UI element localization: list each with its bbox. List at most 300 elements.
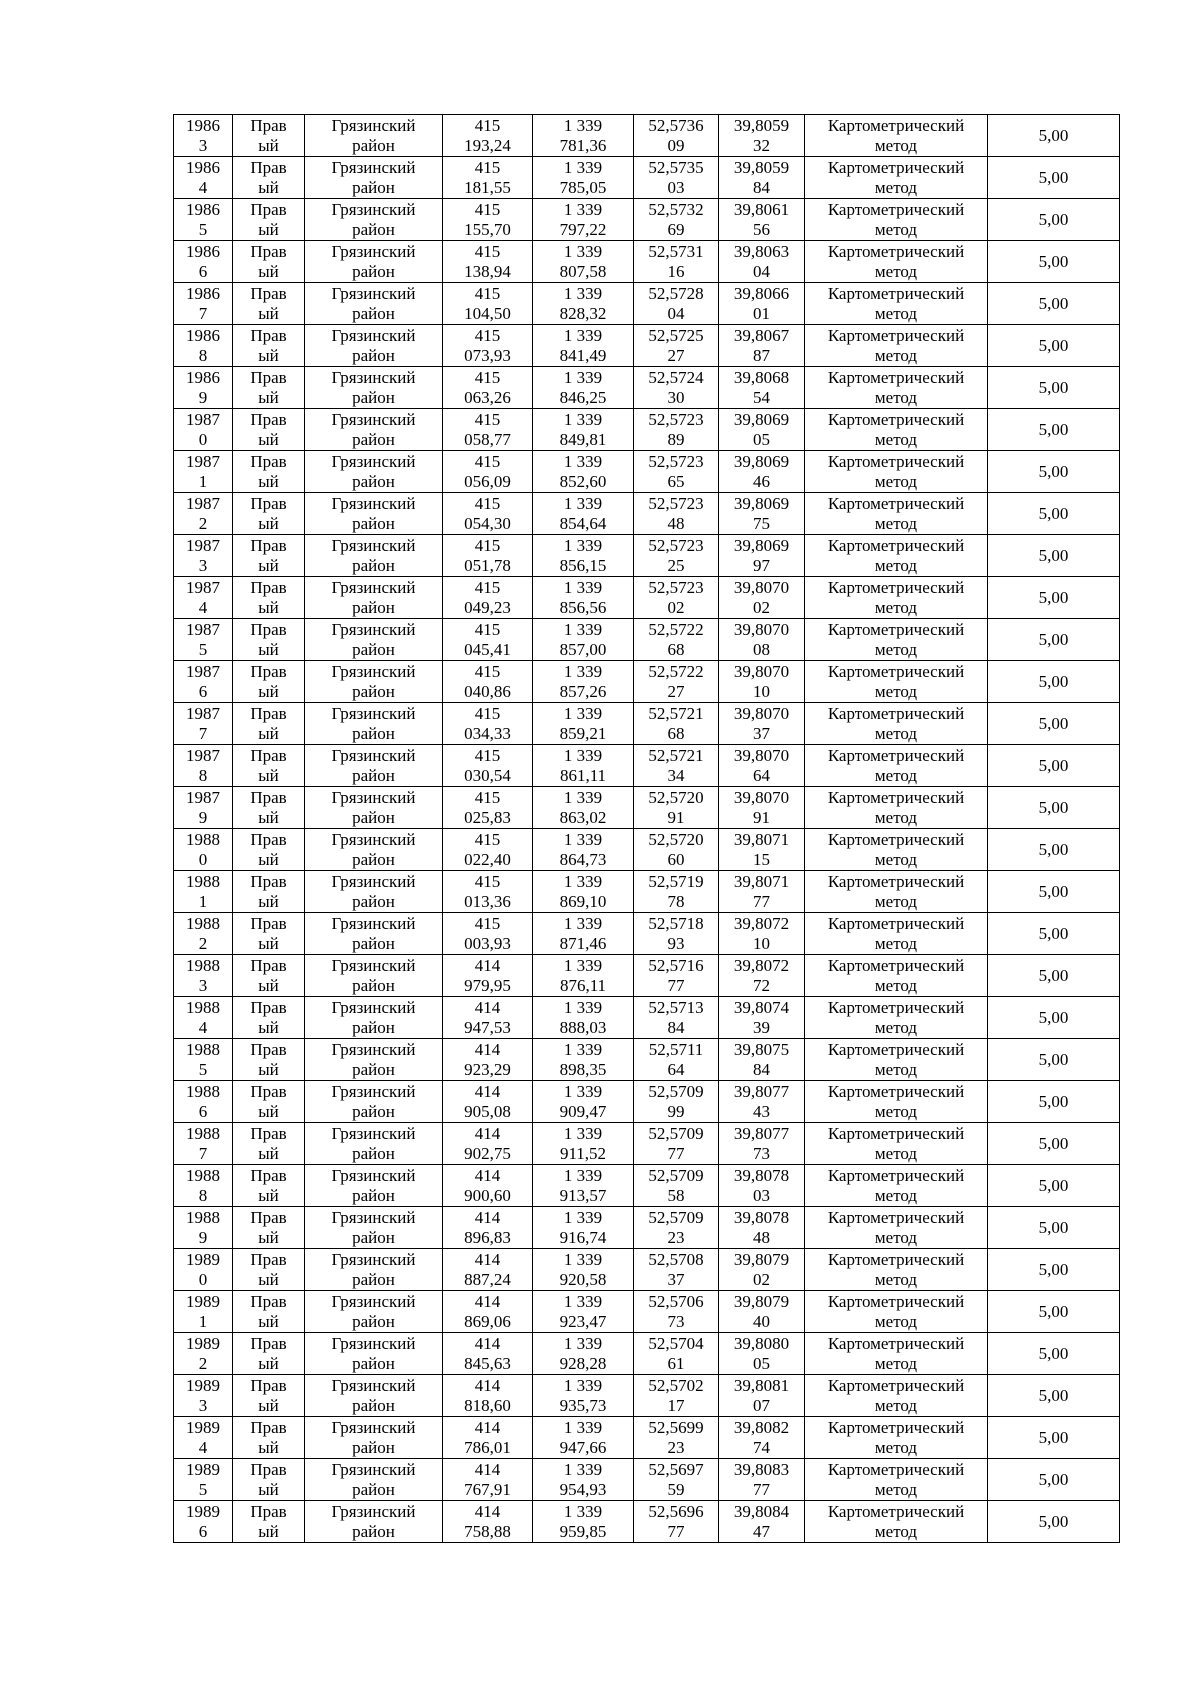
cell-bank-side-line: Прав (250, 787, 287, 807)
cell-bank-side-line: Прав (250, 1123, 287, 1143)
cell-bank-side (233, 619, 305, 661)
cell-longitude (719, 409, 805, 451)
cell-longitude-line: 72 (753, 975, 770, 995)
cell-method-line: Картометрический (827, 1501, 965, 1521)
cell-coordinate-y-line: 1 339 (563, 157, 603, 177)
cell-coordinate-y-line: 1 339 (563, 619, 603, 639)
cell-longitude-text (721, 1334, 802, 1374)
cell-coordinate-x (443, 619, 533, 661)
cell-latitude-line: 52,5732 (648, 199, 704, 219)
cell-coordinate-x-line: 415 (474, 829, 501, 849)
cell-longitude-text (721, 1460, 802, 1500)
cell-point-number-line: 3 (198, 135, 208, 155)
cell-method-text (807, 1250, 985, 1290)
cell-coordinate-x-line: 786,01 (464, 1437, 511, 1457)
cell-longitude-text (721, 1124, 802, 1164)
cell-coordinate-x-text (445, 830, 530, 870)
cell-latitude (634, 997, 719, 1039)
cell-bank-side-text (235, 410, 302, 450)
cell-coordinate-y-text (535, 662, 631, 702)
cell-point-number-text (176, 326, 230, 366)
cell-latitude (634, 1081, 719, 1123)
cell-point-number (174, 157, 233, 199)
cell-coordinate-y-text (535, 1376, 631, 1416)
cell-latitude-line: 52,5702 (648, 1375, 704, 1395)
table-row (174, 1081, 1120, 1123)
cell-district-text (307, 116, 440, 156)
cell-district-line: Грязинский (331, 577, 416, 597)
cell-latitude-line: 52,5720 (648, 787, 704, 807)
cell-coordinate-y-line: 923,47 (559, 1311, 607, 1331)
cell-coordinate-y-line: 898,35 (559, 1059, 607, 1079)
cell-coordinate-x-line: 979,95 (464, 975, 511, 995)
table-row (174, 199, 1120, 241)
cell-accuracy (988, 955, 1120, 997)
cell-coordinate-x (443, 199, 533, 241)
cell-bank-side (233, 577, 305, 619)
cell-accuracy (988, 409, 1120, 451)
cell-point-number-text (176, 1040, 230, 1080)
cell-bank-side (233, 493, 305, 535)
cell-accuracy (988, 535, 1120, 577)
cell-bank-side-text (235, 620, 302, 660)
cell-latitude (634, 619, 719, 661)
cell-method-text (807, 326, 985, 366)
cell-method (805, 1039, 988, 1081)
cell-latitude (634, 1039, 719, 1081)
cell-bank-side-text (235, 998, 302, 1038)
cell-district-line: Грязинский (331, 1081, 416, 1101)
cell-coordinate-x-line: 415 (474, 661, 501, 681)
cell-district-text (307, 1334, 440, 1374)
cell-coordinate-x-text (445, 452, 530, 492)
cell-bank-side-line: ый (258, 1185, 279, 1205)
cell-method-line: Картометрический (827, 1333, 965, 1353)
cell-method-line: метод (874, 849, 918, 869)
cell-bank-side-text (235, 368, 302, 408)
cell-bank-side-text (235, 116, 302, 156)
cell-coordinate-x (443, 871, 533, 913)
cell-longitude-line: 46 (753, 471, 770, 491)
cell-accuracy (988, 913, 1120, 955)
table-row (174, 577, 1120, 619)
cell-bank-side (233, 955, 305, 997)
cell-district-line: район (352, 1059, 395, 1079)
cell-district-text (307, 788, 440, 828)
cell-longitude (719, 871, 805, 913)
cell-bank-side-line: ый (258, 639, 279, 659)
cell-latitude-line: 52,5723 (648, 577, 704, 597)
cell-bank-side-line: Прав (250, 1459, 287, 1479)
cell-coordinate-y (533, 1291, 634, 1333)
cell-longitude-line: 84 (753, 177, 770, 197)
cell-longitude-line: 77 (753, 1479, 770, 1499)
cell-coordinate-x-text (445, 368, 530, 408)
cell-bank-side-line: ый (258, 387, 279, 407)
cell-point-number-line: 1987 (186, 661, 220, 681)
cell-bank-side-line: ый (258, 891, 279, 911)
cell-method (805, 451, 988, 493)
cell-point-number-line: 9 (198, 387, 208, 407)
cell-coordinate-x-text (445, 410, 530, 450)
cell-longitude-line: 75 (753, 513, 770, 533)
cell-coordinate-y-line: 854,64 (559, 513, 607, 533)
cell-method (805, 1375, 988, 1417)
cell-coordinate-x (443, 997, 533, 1039)
cell-point-number-line: 1 (198, 471, 208, 491)
cell-longitude-line: 39,8079 (733, 1291, 790, 1311)
cell-district-text (307, 872, 440, 912)
table-row (174, 1333, 1120, 1375)
cell-coordinate-y-line: 1 339 (563, 1081, 603, 1101)
cell-coordinate-y-line: 1 339 (563, 283, 603, 303)
cell-point-number-line: 1986 (186, 157, 220, 177)
cell-accuracy-text: 5,00 (1038, 545, 1069, 565)
cell-accuracy (988, 661, 1120, 703)
cell-coordinate-y (533, 283, 634, 325)
cell-district (305, 745, 443, 787)
cell-bank-side-line: ый (258, 849, 279, 869)
cell-coordinate-x-text (445, 494, 530, 534)
cell-latitude-text (636, 1124, 716, 1164)
table-row (174, 829, 1120, 871)
cell-district-line: Грязинский (331, 157, 416, 177)
cell-method-line: метод (874, 1101, 918, 1121)
cell-accuracy-text: 5,00 (1038, 419, 1069, 439)
cell-longitude-line: 39,8066 (733, 283, 790, 303)
cell-bank-side-text (235, 284, 302, 324)
cell-accuracy-text: 5,00 (1038, 1133, 1069, 1153)
cell-district-line: Грязинский (331, 1249, 416, 1269)
cell-district-text (307, 578, 440, 618)
cell-bank-side-text (235, 914, 302, 954)
cell-coordinate-y (533, 1459, 634, 1501)
cell-point-number (174, 409, 233, 451)
table-row (174, 283, 1120, 325)
table-body (174, 115, 1120, 1543)
cell-latitude-line: 52,5708 (648, 1249, 704, 1269)
cell-method-line: Картометрический (827, 157, 965, 177)
cell-method (805, 1123, 988, 1165)
cell-coordinate-y-line: 1 339 (563, 493, 603, 513)
cell-latitude-text (636, 956, 716, 996)
cell-district-text (307, 284, 440, 324)
cell-longitude-line: 39,8071 (733, 829, 790, 849)
cell-point-number-line: 1989 (186, 1249, 220, 1269)
cell-point-number-line: 1989 (186, 1333, 220, 1353)
cell-accuracy-text: 5,00 (1038, 965, 1069, 985)
cell-coordinate-y (533, 535, 634, 577)
cell-method-line: метод (874, 1185, 918, 1205)
cell-accuracy-text: 5,00 (1038, 1343, 1069, 1363)
table-row (174, 367, 1120, 409)
cell-latitude-text (636, 452, 716, 492)
cell-coordinate-x (443, 1249, 533, 1291)
cell-longitude-line: 39,8082 (733, 1417, 790, 1437)
cell-bank-side-line: Прав (250, 1249, 287, 1269)
cell-point-number-line: 1986 (186, 199, 220, 219)
cell-longitude-line: 39,8084 (733, 1501, 790, 1521)
cell-method (805, 955, 988, 997)
cell-method-line: Картометрический (827, 787, 965, 807)
cell-accuracy (988, 619, 1120, 661)
cell-coordinate-y (533, 1249, 634, 1291)
cell-method-line: метод (874, 681, 918, 701)
cell-bank-side-text (235, 1502, 302, 1542)
cell-coordinate-y-text (535, 1502, 631, 1542)
cell-coordinate-y-line: 1 339 (563, 409, 603, 429)
cell-point-number-line: 8 (198, 765, 208, 785)
cell-method (805, 577, 988, 619)
cell-district-line: Грязинский (331, 325, 416, 345)
cell-bank-side-line: Прав (250, 535, 287, 555)
cell-coordinate-x (443, 703, 533, 745)
cell-point-number-text (176, 704, 230, 744)
cell-bank-side-line: ый (258, 1101, 279, 1121)
cell-latitude-line: 52,5699 (648, 1417, 704, 1437)
cell-point-number-line: 1987 (186, 409, 220, 429)
cell-district-text (307, 1418, 440, 1458)
cell-longitude (719, 283, 805, 325)
cell-coordinate-x-text (445, 1082, 530, 1122)
cell-accuracy-text: 5,00 (1038, 1511, 1069, 1531)
cell-bank-side-line: Прав (250, 703, 287, 723)
cell-latitude-line: 89 (667, 429, 685, 449)
cell-longitude (719, 535, 805, 577)
cell-longitude-text (721, 368, 802, 408)
cell-latitude-text (636, 242, 716, 282)
cell-accuracy (988, 199, 1120, 241)
cell-method-line: метод (874, 723, 918, 743)
cell-district-line: Грязинский (331, 1291, 416, 1311)
cell-accuracy-text: 5,00 (1038, 1049, 1069, 1069)
cell-point-number-line: 7 (198, 1143, 208, 1163)
cell-latitude (634, 451, 719, 493)
cell-latitude-line: 52,5718 (648, 913, 704, 933)
cell-longitude-line: 39,8080 (733, 1333, 790, 1353)
cell-longitude-text (721, 704, 802, 744)
cell-method-line: метод (874, 1437, 918, 1457)
cell-coordinate-y (533, 955, 634, 997)
table-row (174, 157, 1120, 199)
cell-latitude-line: 93 (667, 933, 685, 953)
cell-point-number-text (176, 998, 230, 1038)
cell-district-text (307, 200, 440, 240)
cell-method (805, 745, 988, 787)
cell-coordinate-x-text (445, 620, 530, 660)
cell-method-line: Картометрический (827, 325, 965, 345)
cell-method-text (807, 956, 985, 996)
cell-coordinate-y-line: 856,15 (559, 555, 607, 575)
cell-latitude-text (636, 1502, 716, 1542)
cell-longitude-line: 39 (753, 1017, 770, 1037)
cell-accuracy (988, 1459, 1120, 1501)
cell-point-number-line: 1988 (186, 1165, 220, 1185)
cell-district-line: Грязинский (331, 1165, 416, 1185)
cell-longitude-line: 39,8072 (733, 913, 790, 933)
cell-method-text (807, 830, 985, 870)
cell-accuracy-text: 5,00 (1038, 461, 1069, 481)
cell-latitude-line: 52,5723 (648, 409, 704, 429)
cell-point-number-line: 1988 (186, 871, 220, 891)
cell-coordinate-x (443, 1165, 533, 1207)
cell-point-number (174, 619, 233, 661)
cell-point-number-text (176, 1334, 230, 1374)
cell-coordinate-y (533, 493, 634, 535)
cell-bank-side (233, 1375, 305, 1417)
cell-coordinate-x-line: 414 (474, 1501, 501, 1521)
cell-district-text (307, 662, 440, 702)
cell-method-text (807, 494, 985, 534)
cell-longitude-line: 39,8070 (733, 703, 790, 723)
cell-point-number (174, 493, 233, 535)
cell-point-number-text (176, 1418, 230, 1458)
cell-accuracy (988, 1375, 1120, 1417)
cell-bank-side-line: Прав (250, 661, 287, 681)
cell-point-number-line: 1987 (186, 451, 220, 471)
cell-longitude-line: 15 (753, 849, 770, 869)
cell-method-line: метод (874, 387, 918, 407)
cell-coordinate-y (533, 661, 634, 703)
cell-longitude-text (721, 620, 802, 660)
cell-coordinate-x-line: 845,63 (464, 1353, 511, 1373)
cell-latitude-text (636, 1208, 716, 1248)
cell-latitude (634, 283, 719, 325)
cell-longitude-line: 03 (753, 1185, 770, 1205)
cell-latitude-line: 52,5706 (648, 1291, 704, 1311)
cell-longitude (719, 913, 805, 955)
cell-coordinate-x (443, 829, 533, 871)
cell-coordinate-y-text (535, 284, 631, 324)
cell-coordinate-y-text (535, 1418, 631, 1458)
cell-point-number-line: 6 (198, 261, 208, 281)
cell-coordinate-y-line: 1 339 (563, 535, 603, 555)
cell-bank-side-line: ый (258, 219, 279, 239)
cell-accuracy-text: 5,00 (1038, 839, 1069, 859)
table-row (174, 787, 1120, 829)
cell-latitude-line: 52,5716 (648, 955, 704, 975)
cell-bank-side-line: Прав (250, 1207, 287, 1227)
cell-longitude-line: 39,8070 (733, 577, 790, 597)
cell-longitude-text (721, 872, 802, 912)
cell-district-text (307, 704, 440, 744)
cell-method (805, 409, 988, 451)
cell-coordinate-x-line: 051,78 (464, 555, 511, 575)
cell-accuracy (988, 451, 1120, 493)
cell-point-number (174, 451, 233, 493)
cell-point-number-text (176, 116, 230, 156)
cell-latitude-line: 23 (667, 1227, 685, 1247)
cell-longitude (719, 451, 805, 493)
cell-coordinate-y-line: 1 339 (563, 1207, 603, 1227)
cell-method-line: метод (874, 219, 918, 239)
cell-latitude-text (636, 1250, 716, 1290)
cell-method-line: метод (874, 1311, 918, 1331)
cell-bank-side-line: Прав (250, 283, 287, 303)
cell-longitude-text (721, 788, 802, 828)
cell-bank-side-line: Прав (250, 1375, 287, 1395)
cell-district-line: район (352, 1017, 395, 1037)
cell-point-number-line: 1987 (186, 535, 220, 555)
cell-coordinate-y (533, 913, 634, 955)
cell-bank-side-line: Прав (250, 871, 287, 891)
cell-latitude-text (636, 578, 716, 618)
table-row (174, 115, 1120, 157)
cell-coordinate-y-line: 1 339 (563, 787, 603, 807)
cell-longitude-text (721, 116, 802, 156)
cell-coordinate-y (533, 409, 634, 451)
cell-coordinate-x (443, 1333, 533, 1375)
cell-district-line: район (352, 807, 395, 827)
cell-coordinate-y-text (535, 746, 631, 786)
cell-district (305, 1081, 443, 1123)
cell-latitude-text (636, 1418, 716, 1458)
cell-accuracy-text: 5,00 (1038, 1259, 1069, 1279)
cell-longitude-line: 10 (753, 933, 770, 953)
cell-point-number-line: 1989 (186, 1375, 220, 1395)
cell-coordinate-y-line: 1 339 (563, 871, 603, 891)
cell-coordinate-x-line: 022,40 (464, 849, 511, 869)
cell-point-number-line: 0 (198, 429, 208, 449)
cell-point-number-line: 1986 (186, 241, 220, 261)
cell-latitude (634, 661, 719, 703)
cell-point-number-text (176, 1250, 230, 1290)
cell-latitude-text (636, 998, 716, 1038)
cell-district (305, 283, 443, 325)
cell-point-number-line: 4 (198, 597, 208, 617)
cell-latitude-line: 52,5709 (648, 1081, 704, 1101)
cell-latitude-line: 27 (667, 681, 685, 701)
cell-district-line: Грязинский (331, 535, 416, 555)
cell-coordinate-y-line: 935,73 (559, 1395, 607, 1415)
cell-latitude-line: 52,5719 (648, 871, 704, 891)
cell-coordinate-x-line: 896,83 (464, 1227, 511, 1247)
cell-bank-side-text (235, 1124, 302, 1164)
cell-latitude (634, 367, 719, 409)
cell-latitude-line: 73 (667, 1311, 685, 1331)
cell-coordinate-y-line: 911,52 (559, 1143, 607, 1163)
table-row (174, 451, 1120, 493)
cell-point-number (174, 1375, 233, 1417)
cell-latitude-line: 02 (667, 597, 685, 617)
cell-accuracy-text: 5,00 (1038, 713, 1069, 733)
cell-method (805, 493, 988, 535)
cell-coordinate-x-line: 415 (474, 871, 501, 891)
cell-method (805, 283, 988, 325)
cell-coordinate-x-line: 758,88 (464, 1521, 511, 1541)
cell-latitude-text (636, 1040, 716, 1080)
cell-longitude-line: 10 (753, 681, 770, 701)
cell-latitude (634, 325, 719, 367)
cell-longitude (719, 1207, 805, 1249)
cell-coordinate-x (443, 1459, 533, 1501)
cell-district-text (307, 620, 440, 660)
cell-method-text (807, 620, 985, 660)
cell-point-number-line: 3 (198, 555, 208, 575)
cell-point-number (174, 1291, 233, 1333)
cell-coordinate-y-line: 1 339 (563, 1165, 603, 1185)
cell-point-number (174, 283, 233, 325)
cell-coordinate-y (533, 199, 634, 241)
cell-coordinate-x (443, 577, 533, 619)
cell-bank-side-line: Прав (250, 325, 287, 345)
cell-coordinate-y-text (535, 116, 631, 156)
cell-district-line: район (352, 1479, 395, 1499)
cell-longitude (719, 577, 805, 619)
cell-accuracy-text: 5,00 (1038, 587, 1069, 607)
cell-coordinate-y-text (535, 1040, 631, 1080)
cell-longitude-line: 39,8079 (733, 1249, 790, 1269)
